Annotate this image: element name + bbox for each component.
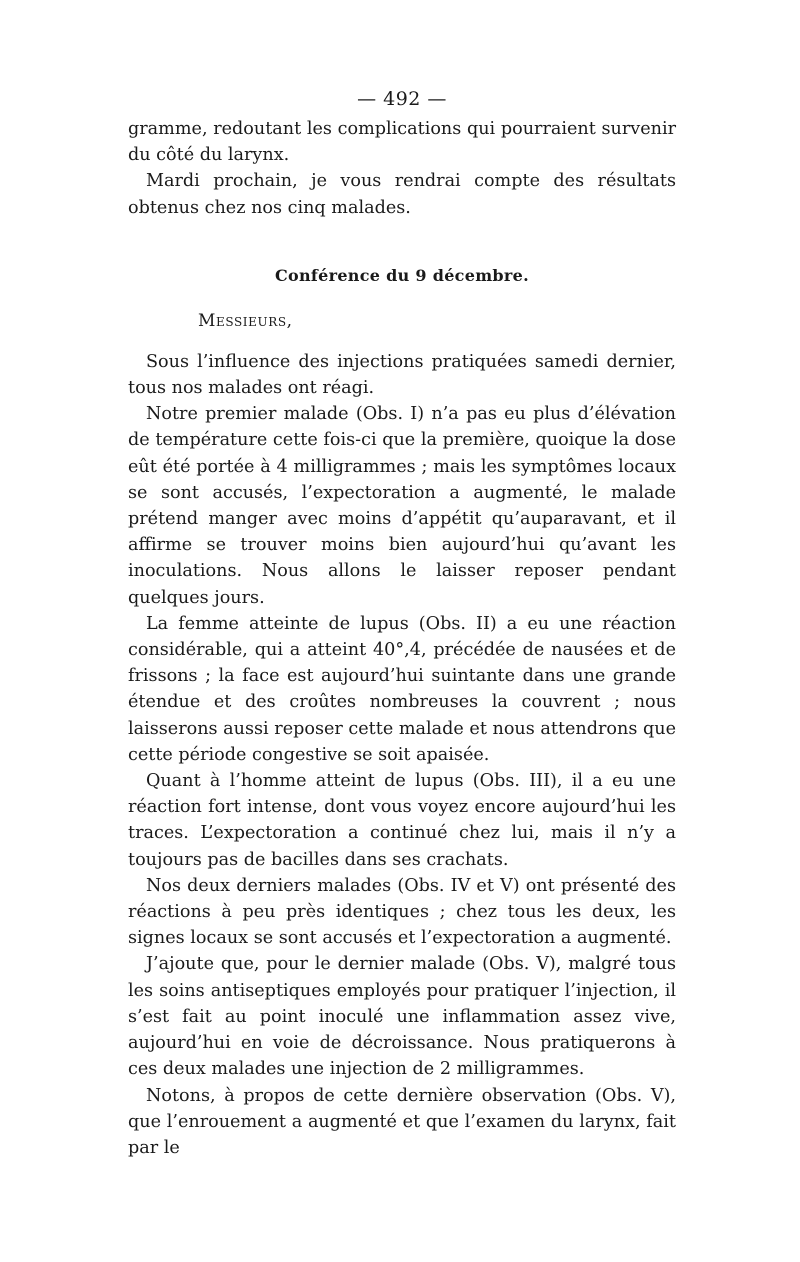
body-paragraph: Notons, à propos de cette dernière observation (Obs. V), que l’enrouement a augmenté et que l’examen du larynx, fait par le <box>128 1085 676 1158</box>
body-paragraph: Quant à l’homme atteint de lupus (Obs. III), il a eu une réaction fort intense, dont vous voyez encore aujourd’hui les traces. L’expectoration a continué chez lui, mais il n’y a toujours pas de bacilles dans ses crachats. <box>128 771 676 870</box>
body-paragraph: Sous l’influence des injections pratiquées samedi dernier, tous nos malades ont réagi. <box>128 351 676 399</box>
continuation-paragraph: Mardi prochain, je vous rendrai compte des résultats obtenus chez nos cinq malades. <box>128 171 676 218</box>
continuation-paragraph: gramme, redoutant les complications qui pourraient survenir du côté du larynx. <box>128 119 676 166</box>
body-paragraph: Notre premier malade (Obs. I) n’a pas eu plus d’élévation de température cette fois-ci que la première, quoique la dose eût été portée à 4 milligrammes ; mais les symptômes locaux se sont accusés, l’expectoration a augmenté, le malade prétend manger avec moins d’appétit qu’auparavant, et il affirme se trouver moins bien aujourd’hui qu’avant les inoculations. Nous allons le laisser reposer pendant quelques jours. <box>128 404 676 608</box>
section-heading: Conférence du 9 décembre. <box>274 265 529 285</box>
book-page <box>128 86 676 1161</box>
continuation-text <box>128 116 676 221</box>
body-paragraph: J’ajoute que, pour le dernier malade (Obs. V), malgré tous les soins antiseptiques employés pour pratiquer l’injection, il s’est fait au point inoculé une inflammation assez vive, aujourd’hui en voie de décroissance. Nous pratiquerons à ces deux malades une injection de 2 milligrammes. <box>128 954 676 1080</box>
body-text <box>128 349 676 1161</box>
body-paragraph: Nos deux derniers malades (Obs. IV et V) ont présenté des réactions à peu près identiques ; chez tous les deux, les signes locaux se sont accusés et l’expectoration a augmenté. <box>128 875 676 949</box>
page-number: — 492 — <box>357 88 447 110</box>
body-paragraph: La femme atteinte de lupus (Obs. II) a eu une réaction considérable, qui a atteint 40°,4, précédée de nausées et de frissons ; la face est aujourd’hui suintante dans une grande étendue et des croûtes nombreuses la couvrent ; nous laisserons aussi reposer cette malade et nous attendrons que cette période congestive se soit apaisée. <box>128 613 676 765</box>
salutation: Messieurs, <box>198 310 293 331</box>
